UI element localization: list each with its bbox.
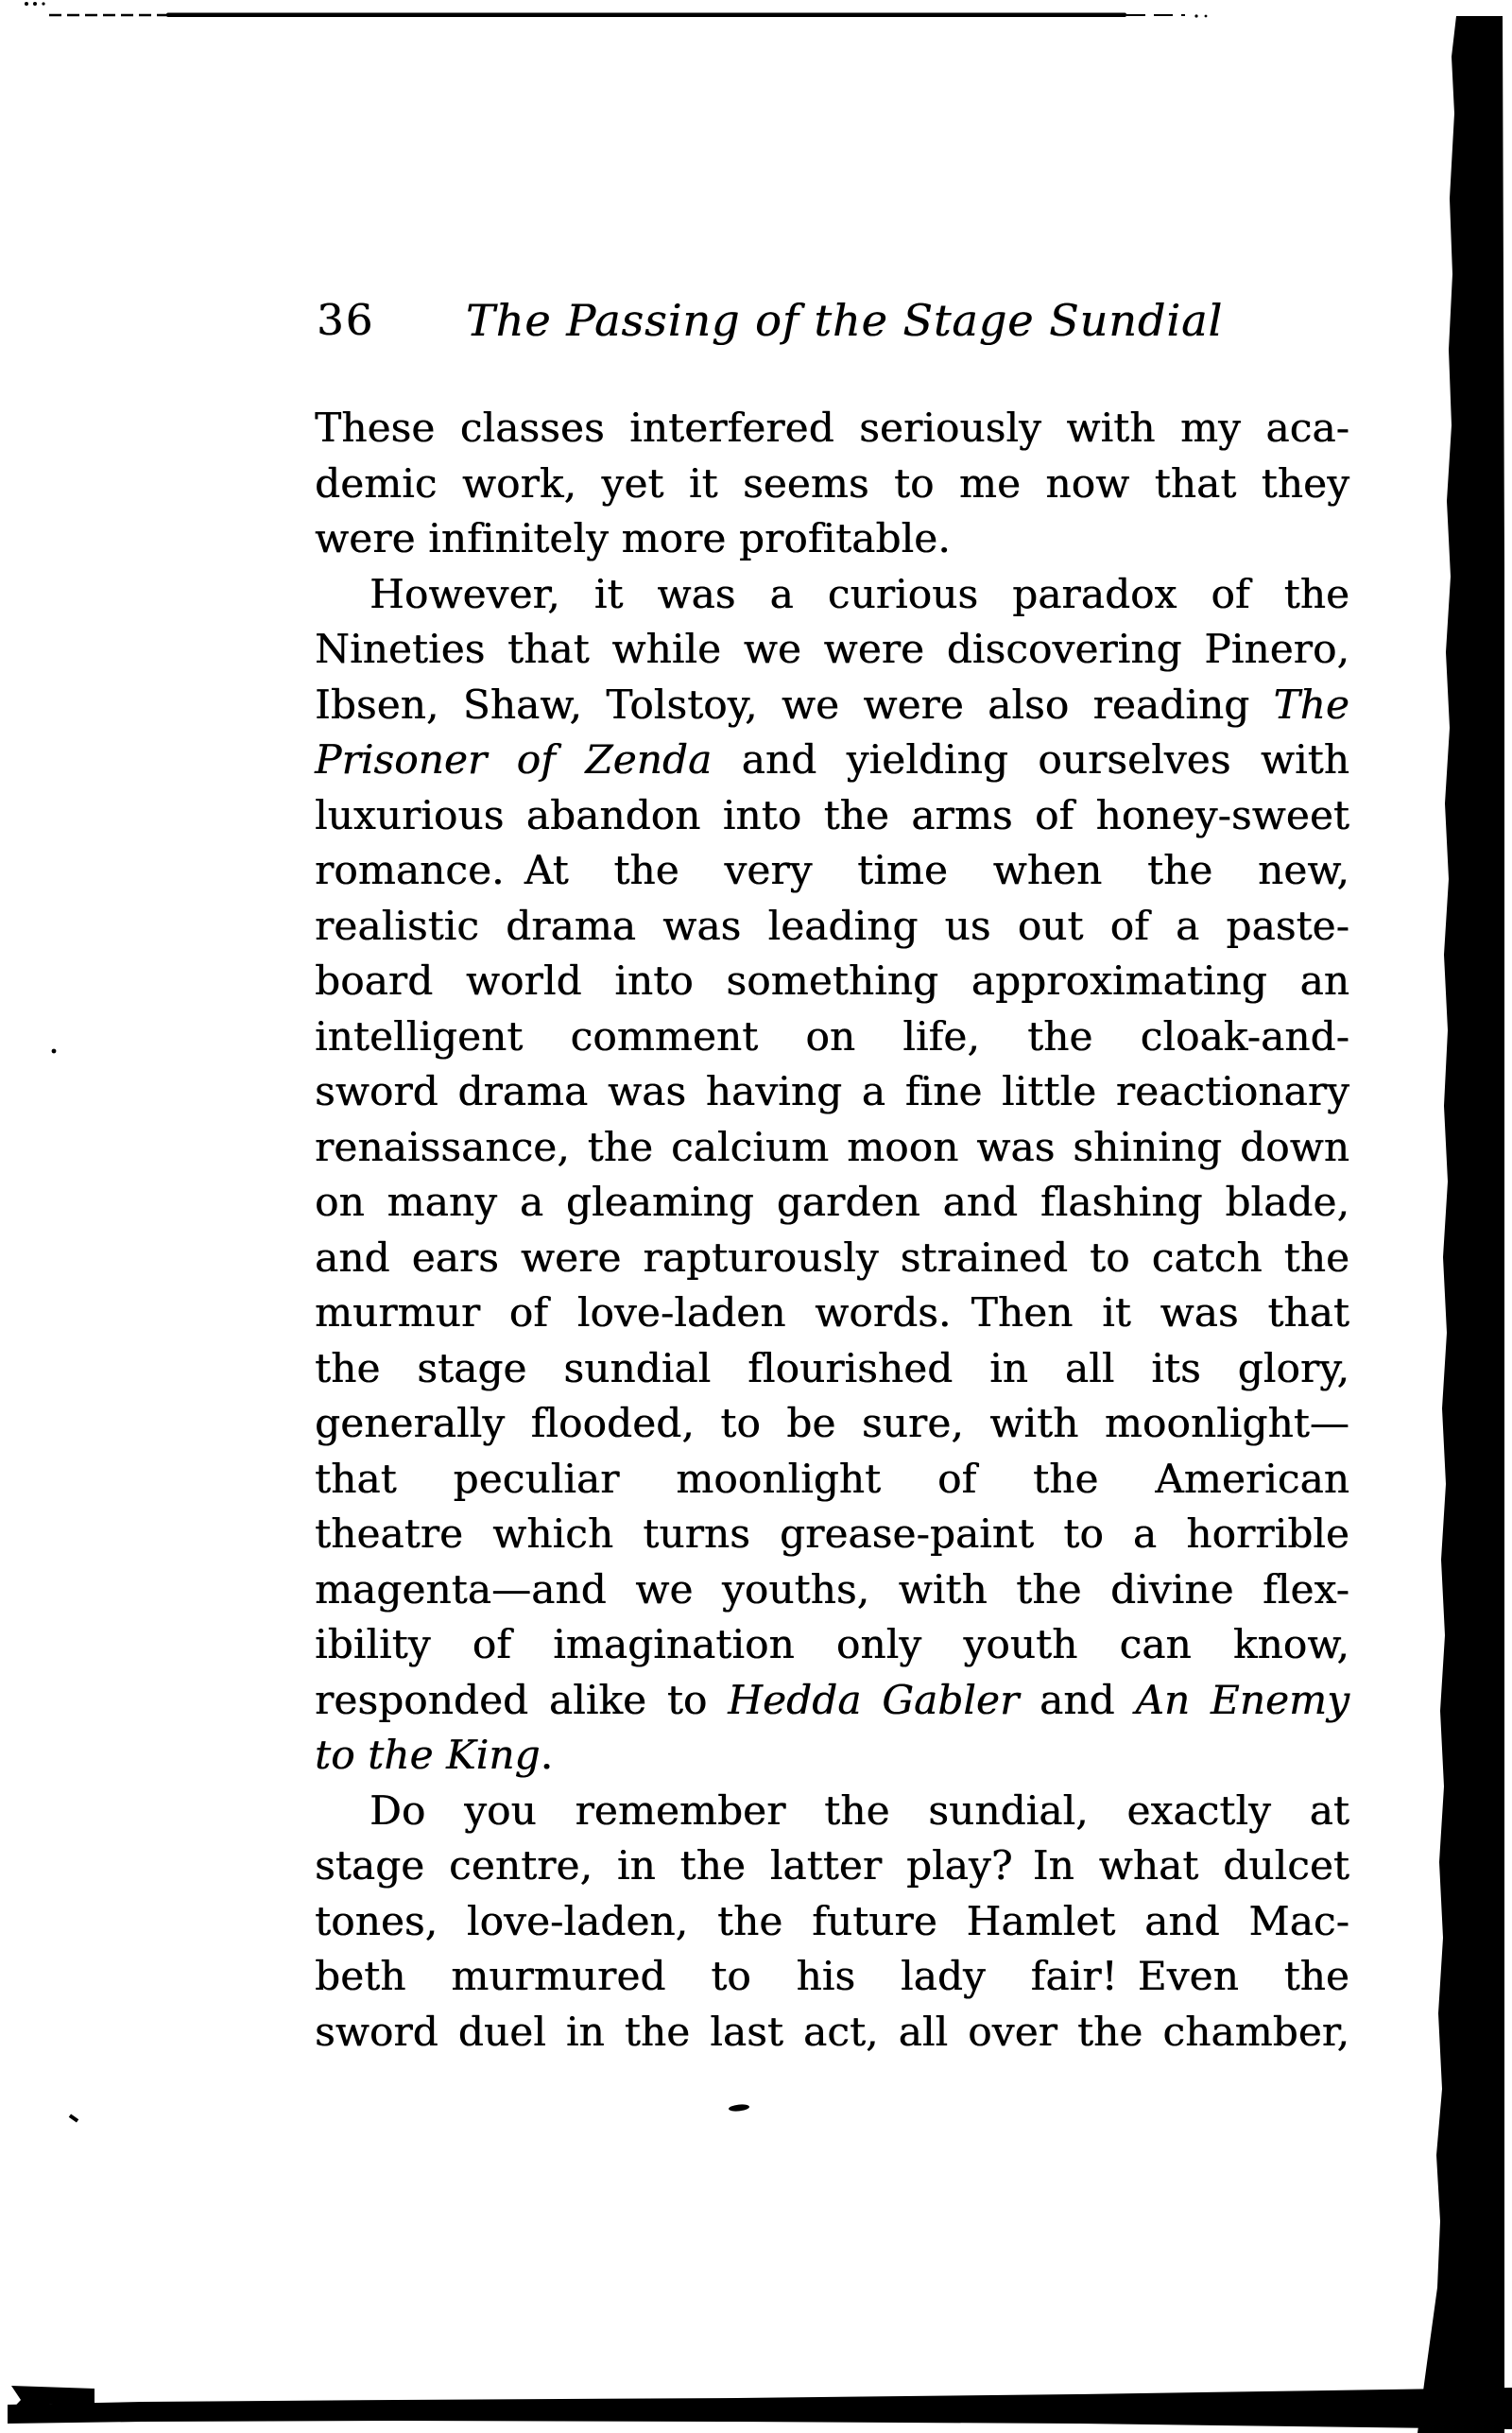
text-line xyxy=(315,622,1349,678)
bottom-edge-gutter-bar xyxy=(8,2388,1512,2429)
text-line xyxy=(315,1396,1349,1452)
text-segment: sword drama was having a fine little reactionary xyxy=(315,1068,1349,1114)
text-line xyxy=(315,954,1349,1009)
text-line xyxy=(315,1452,1349,1508)
text-segment: generally flooded, to be sure, with moonlight— xyxy=(315,1400,1349,1446)
text-line xyxy=(315,1064,1349,1120)
right-edge-gutter-bar xyxy=(1418,16,1504,2433)
text-segment: magenta—and we youths, with the divine flex- xyxy=(315,1565,1349,1613)
text-line xyxy=(315,1009,1349,1065)
text-segment: tones, love-laden, the future Hamlet and Mac- xyxy=(315,1897,1349,1944)
text-line xyxy=(315,511,1349,567)
text-line xyxy=(315,2005,1349,2061)
text-segment: theatre which turns grease-paint to a horrible xyxy=(315,1510,1349,1557)
italic-text-segment: to the King xyxy=(315,1732,541,1778)
text-line xyxy=(315,1286,1349,1341)
text-segment: Ibsen, Shaw, Tolstoy, we were also reading xyxy=(315,681,1274,728)
text-segment: board world into something approximating an xyxy=(315,958,1349,1004)
text-line xyxy=(315,1617,1349,1673)
text-line xyxy=(315,1838,1349,1894)
text-line xyxy=(315,1120,1349,1176)
text-segment: ibility of imagination only youth can know, xyxy=(315,1621,1349,1667)
text-line xyxy=(315,899,1349,955)
text-segment: However, it was a curious paradox of the xyxy=(369,570,1349,617)
scan-speck xyxy=(1194,14,1197,17)
text-line xyxy=(315,1728,1349,1784)
text-line xyxy=(315,1175,1349,1231)
scan-speck xyxy=(1205,15,1208,18)
text-line xyxy=(315,401,1349,457)
top-rule xyxy=(166,13,1126,18)
text-segment: the stage sundial flourished in all its glory, xyxy=(315,1344,1349,1391)
scan-speck xyxy=(52,1049,57,1054)
text-segment: romance. At the very time when the new, xyxy=(315,847,1349,893)
text-line xyxy=(315,1507,1349,1562)
text-line xyxy=(315,1562,1349,1618)
text-line xyxy=(315,1341,1349,1397)
text-line xyxy=(315,1673,1349,1729)
text-segment: and ears were rapturously strained to catch the xyxy=(315,1234,1349,1281)
text-segment: Do you remember the sundial, exactly at xyxy=(369,1786,1349,1834)
text-line xyxy=(315,567,1349,623)
scan-speck xyxy=(69,2114,78,2122)
text-line xyxy=(315,1231,1349,1286)
text-segment: realistic drama was leading us out of a paste- xyxy=(315,902,1349,949)
text-segment: stage centre, in the latter play? In what dulcet xyxy=(315,1842,1349,1889)
text-segment: beth murmured to his lady fair! Even the xyxy=(315,1953,1349,1999)
text-line xyxy=(315,678,1349,733)
text-segment: and yielding ourselves with xyxy=(712,736,1349,783)
text-segment: were infinitely more profitable. xyxy=(315,515,951,561)
text-segment: These classes interfered seriously with my aca- xyxy=(315,405,1349,451)
text-line xyxy=(315,1784,1349,1839)
top-left-specks xyxy=(25,2,45,6)
text-segment: intelligent comment on life, the cloak-and- xyxy=(315,1012,1349,1060)
text-segment: on many a gleaming garden and flashing blade, xyxy=(315,1179,1349,1225)
text-segment: luxurious abandon into the arms of honey-sweet xyxy=(315,791,1349,838)
text-segment: . xyxy=(540,1732,554,1778)
text-line xyxy=(315,1894,1349,1950)
footer-dash-mark xyxy=(729,2103,750,2112)
italic-text-segment: The xyxy=(1273,681,1349,728)
text-segment: sword duel in the last act, all over the chamber, xyxy=(315,2008,1349,2055)
text-line xyxy=(315,788,1349,844)
text-segment: that peculiar moonlight of the American xyxy=(315,1455,1349,1502)
text-line xyxy=(315,1949,1349,2005)
text-segment: murmur of love-laden words. Then it was that xyxy=(315,1289,1349,1336)
text-segment: and xyxy=(1019,1676,1136,1723)
page-number: 36 xyxy=(317,295,375,345)
running-header xyxy=(315,291,1349,350)
italic-text-segment: An Enemy xyxy=(1135,1676,1350,1723)
italic-text-segment: Hedda Gabler xyxy=(728,1676,1020,1723)
text-line xyxy=(315,843,1349,899)
text-segment: demic work, yet it seems to me now that they xyxy=(315,459,1349,507)
bottom-left-ink-blob xyxy=(8,2386,94,2414)
text-block xyxy=(315,401,1349,2060)
text-line xyxy=(315,457,1349,512)
running-title: The Passing of the Stage Sundial xyxy=(465,295,1224,346)
text-segment: Nineties that while we were discovering Pinero, xyxy=(315,626,1349,672)
text-segment: responded alike to xyxy=(315,1676,729,1723)
text-segment: renaissance, the calcium moon was shining down xyxy=(315,1123,1349,1170)
italic-text-segment: Prisoner of Zenda xyxy=(315,736,713,783)
text-line xyxy=(315,733,1349,788)
